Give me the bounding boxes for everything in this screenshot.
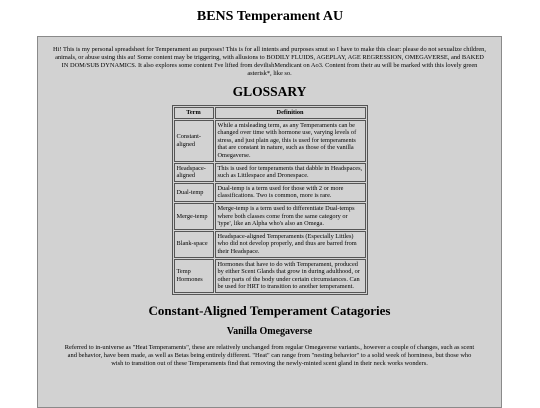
table-row: [174, 183, 366, 202]
term-cell: Merge-temp: [174, 203, 214, 230]
section-paragraph: Referred to in-universe as "Heat Temperaments", these are relatively unchanged from regular Omegaverse variants., however a couple of changes, such as scent and behavior, have been made, as well as Betas being entirely different. "Heat" can range from "nesting behavior" to a solid week of horniness, but those who wish to transition out of these Temperaments find that removing the newly-minted scent gland in their neck works wonders.: [64, 343, 475, 367]
glossary-table: [172, 105, 368, 295]
glossary-header-row: [174, 107, 366, 119]
section-heading: Constant-Aligned Temperament Catagories: [148, 302, 391, 318]
intro-paragraph: Hi! This is my personal spreadsheet for Temperament au purposes! This is for all intents and purposes smut so I have to make this clear: please do not sexualize children, animals, or abuse using this au! Some content may be triggering, with allusions to BODILY FLUIDS, AGEPLAY, AGE REGRESSION, OMEGAVERSE, and BAKED IN DOM/SUB DYNAMICS. It also explores some content I've lifted from devilishMendicant on Ao3. Content from their au will be marked with this lovely green asterisk*, like so.: [53, 46, 486, 77]
column-header-definition: Definition: [215, 107, 366, 119]
subsection-heading: Vanilla Omegaverse: [226, 325, 313, 337]
table-row: [174, 203, 366, 230]
term-cell: Constant-aligned: [174, 120, 214, 162]
term-cell: Blank-space: [174, 231, 214, 258]
term-cell: Dual-temp: [174, 183, 214, 202]
definition-cell: While a misleading term, as any Temperaments can be changed over time with hormone use, varying levels of stress, and just plain age, this is used for temperaments that are constant in nature, such as those of the vanilla Omegaverse.: [215, 120, 366, 162]
glossary-heading: GLOSSARY: [232, 84, 307, 99]
table-row: [174, 259, 366, 293]
content-panel: [37, 36, 502, 408]
definition-cell: This is used for temperaments that dabble in Headspaces, such as Littlespace and Dronespace.: [215, 163, 366, 182]
column-header-term: Term: [174, 107, 214, 119]
term-cell: Temp Hormones: [174, 259, 214, 293]
page-title: BENS Temperament AU: [196, 9, 344, 24]
definition-cell: Headspace-aligned Temperaments (Especially Littles) who did not develop properly, and thus are barred from their Headspace.: [215, 231, 366, 258]
table-row: [174, 120, 366, 162]
definition-cell: Hormones that have to do with Temperament, produced by either Scent Glands that grow in during adulthood, or other parts of the body under certain circumstances. Can be used for HRT to transition to another temperament.: [215, 259, 366, 293]
table-row: [174, 163, 366, 182]
table-row: [174, 231, 366, 258]
definition-cell: Merge-temp is a term used to differentiate Dual-temps where both classes come from the same category or 'type', like an Alpha who's also an Omega.: [215, 203, 366, 230]
definition-cell: Dual-temp is a term used for those with 2 or more classifications. Two is common, more is rare.: [215, 183, 366, 202]
term-cell: Headspace-aligned: [174, 163, 214, 182]
